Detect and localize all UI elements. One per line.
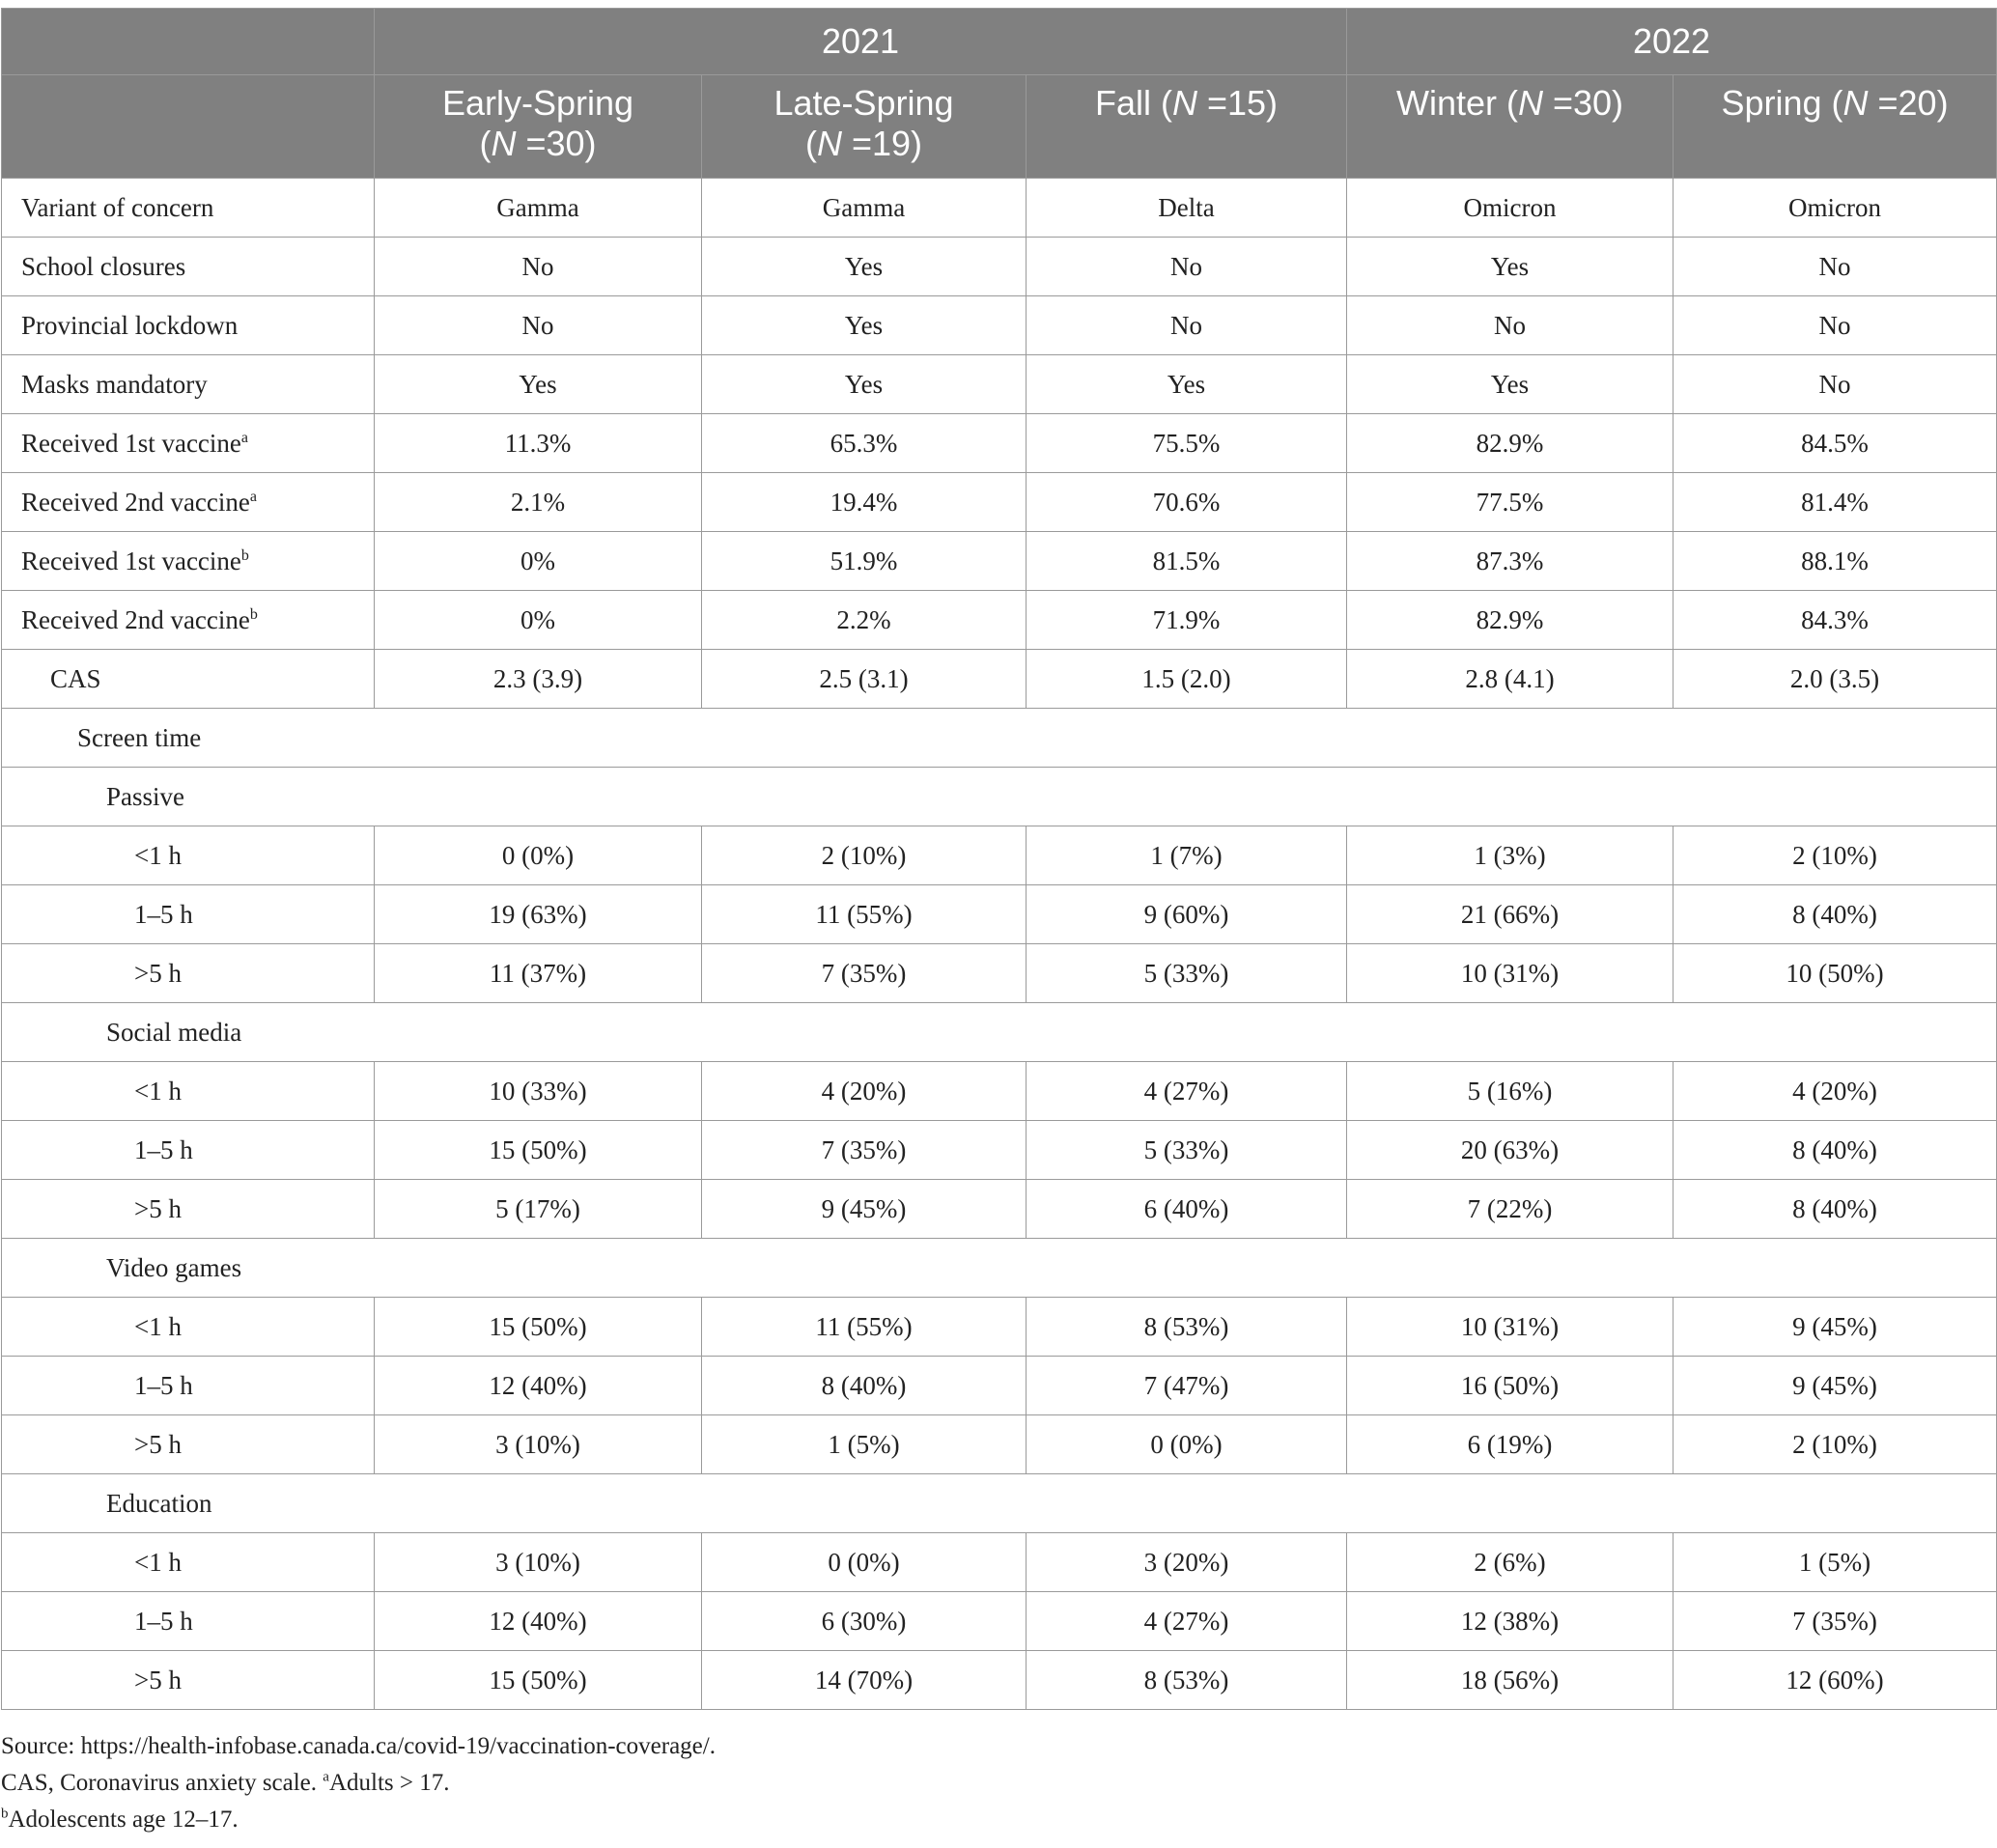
- table-row: [2, 1062, 1997, 1121]
- table-cell: 15 (50%): [375, 1298, 702, 1357]
- column-header-fall: [1027, 75, 1347, 179]
- n-label: N: [491, 124, 517, 163]
- table-body: [2, 179, 1997, 1710]
- table-footnotes: [1, 1728, 716, 1838]
- table-cell: 8 (53%): [1027, 1651, 1347, 1710]
- table-cell: 18 (56%): [1347, 1651, 1674, 1710]
- table-cell: 2.8 (4.1): [1347, 650, 1674, 709]
- table-cell: 7 (22%): [1347, 1180, 1674, 1239]
- table-cell: 11 (37%): [375, 944, 702, 1003]
- table-cell: 11.3%: [375, 414, 702, 473]
- table-cell: No: [375, 296, 702, 355]
- table-cell: 7 (35%): [1674, 1592, 1997, 1651]
- table-cell: Gamma: [702, 179, 1027, 238]
- row-label: Received 1st vaccine$^b$: [2, 532, 375, 591]
- n-label: N: [816, 124, 842, 163]
- table-cell: 11 (55%): [702, 885, 1027, 944]
- footnote-marker: b: [240, 546, 249, 564]
- n-value: =30): [1542, 83, 1624, 123]
- table-row: [2, 885, 1997, 944]
- table-cell: 20 (63%): [1347, 1121, 1674, 1180]
- footnote-marker: b: [249, 605, 258, 623]
- table-cell: 70.6%: [1027, 473, 1347, 532]
- column-header-label: Fall (: [1094, 83, 1172, 123]
- table-cell: 12 (40%): [375, 1592, 702, 1651]
- table-cell: 51.9%: [702, 532, 1027, 591]
- footnote-cas: CAS, Coronavirus anxiety scale. $^a$Adults > 17.: [1, 1769, 450, 1796]
- n-value: =15): [1196, 83, 1279, 123]
- row-label: CAS: [2, 650, 375, 709]
- table-cell: 71.9%: [1027, 591, 1347, 650]
- table-cell: 3 (10%): [375, 1533, 702, 1592]
- table-row: [2, 1121, 1997, 1180]
- table-row: [2, 1533, 1997, 1592]
- table-cell: 5 (33%): [1027, 1121, 1347, 1180]
- row-label: Social media: [2, 1003, 1997, 1062]
- n-label: N: [1171, 83, 1197, 123]
- table-cell: 19 (63%): [375, 885, 702, 944]
- table-cell: 84.5%: [1674, 414, 1997, 473]
- table-row: [2, 944, 1997, 1003]
- row-label: Masks mandatory: [2, 355, 375, 414]
- table-cell: 1 (5%): [1674, 1533, 1997, 1592]
- footnote-adolescents: $^b$Adolescents age 12–17.: [1, 1806, 239, 1833]
- table-cell: 0 (0%): [702, 1533, 1027, 1592]
- table-cell: 2.3 (3.9): [375, 650, 702, 709]
- table-row: [2, 414, 1997, 473]
- table-cell: 6 (30%): [702, 1592, 1027, 1651]
- table-cell: 0%: [375, 532, 702, 591]
- table-row: [2, 650, 1997, 709]
- table-cell: 7 (35%): [702, 944, 1027, 1003]
- row-label: <1 h: [2, 1533, 375, 1592]
- table-cell: 82.9%: [1347, 591, 1674, 650]
- row-label: Provincial lockdown: [2, 296, 375, 355]
- table-cell: Yes: [1347, 238, 1674, 296]
- table-cell: No: [1027, 238, 1347, 296]
- table-cell: 7 (35%): [702, 1121, 1027, 1180]
- table-row: [2, 591, 1997, 650]
- table-cell: 5 (16%): [1347, 1062, 1674, 1121]
- table-cell: 0%: [375, 591, 702, 650]
- table-cell: 9 (45%): [1674, 1357, 1997, 1415]
- column-header-label: Late-Spring: [773, 83, 954, 123]
- table-row: [2, 1592, 1997, 1651]
- table-row: [2, 532, 1997, 591]
- table-cell: 14 (70%): [702, 1651, 1027, 1710]
- table-cell: 4 (20%): [1674, 1062, 1997, 1121]
- table-cell: Yes: [702, 296, 1027, 355]
- table-header: [2, 9, 1997, 179]
- table-cell: 1 (3%): [1347, 826, 1674, 885]
- year-header-row: [2, 9, 1997, 75]
- year-header-2021: 2021: [375, 9, 1347, 75]
- table-cell: 81.4%: [1674, 473, 1997, 532]
- table-cell: 5 (17%): [375, 1180, 702, 1239]
- table-cell: 8 (40%): [702, 1357, 1027, 1415]
- row-label: >5 h: [2, 1180, 375, 1239]
- footnote-source: Source: https://health-infobase.canada.ca/covid-19/vaccination-coverage/.: [1, 1733, 716, 1759]
- n-value: =19): [841, 124, 923, 163]
- row-label: 1–5 h: [2, 1357, 375, 1415]
- footnote-marker: a: [249, 488, 257, 505]
- table-cell: 9 (45%): [1674, 1298, 1997, 1357]
- table-row: [2, 1415, 1997, 1474]
- table-cell: 4 (27%): [1027, 1062, 1347, 1121]
- row-label: <1 h: [2, 1062, 375, 1121]
- table-cell: 2 (6%): [1347, 1533, 1674, 1592]
- table-cell: 0 (0%): [375, 826, 702, 885]
- table-cell: 84.3%: [1674, 591, 1997, 650]
- table-cell: 9 (45%): [702, 1180, 1027, 1239]
- table-cell: 4 (27%): [1027, 1592, 1347, 1651]
- table-cell: Delta: [1027, 179, 1347, 238]
- n-label: N: [1517, 83, 1543, 123]
- table-cell: 82.9%: [1347, 414, 1674, 473]
- column-header-label: Winter (: [1395, 83, 1518, 123]
- row-label: Education: [2, 1474, 1997, 1533]
- table-cell: 2.5 (3.1): [702, 650, 1027, 709]
- table-cell: 8 (40%): [1674, 1121, 1997, 1180]
- table-cell: Omicron: [1347, 179, 1674, 238]
- table-cell: No: [375, 238, 702, 296]
- row-label: 1–5 h: [2, 1121, 375, 1180]
- table-cell: 10 (31%): [1347, 1298, 1674, 1357]
- table-cell: 81.5%: [1027, 532, 1347, 591]
- row-label: >5 h: [2, 1651, 375, 1710]
- table-cell: 11 (55%): [702, 1298, 1027, 1357]
- row-label: Received 2nd vaccine$^b$: [2, 591, 375, 650]
- row-label: 1–5 h: [2, 885, 375, 944]
- table-cell: 12 (60%): [1674, 1651, 1997, 1710]
- row-label: Received 1st vaccine$^a$: [2, 414, 375, 473]
- row-label: Screen time: [2, 709, 1997, 768]
- column-header-early-spring: Early-Spring (N =30): [375, 75, 702, 179]
- table-cell: 2 (10%): [1674, 826, 1997, 885]
- table-cell: 65.3%: [702, 414, 1027, 473]
- table-cell: 77.5%: [1347, 473, 1674, 532]
- table-cell: 3 (10%): [375, 1415, 702, 1474]
- column-header-label: Early-Spring: [441, 83, 634, 123]
- table-cell: Yes: [1027, 355, 1347, 414]
- table-cell: Yes: [702, 238, 1027, 296]
- n-label: N: [1842, 83, 1869, 123]
- section-row: [2, 1239, 1997, 1298]
- table-row: [2, 1298, 1997, 1357]
- empty-corner-cell: [2, 9, 375, 75]
- table-row: [2, 355, 1997, 414]
- table-row: [2, 179, 1997, 238]
- table-row: [2, 296, 1997, 355]
- column-header-late-spring: Late-Spring (N =19): [702, 75, 1027, 179]
- table-row: [2, 1357, 1997, 1415]
- table-row: [2, 826, 1997, 885]
- table-cell: No: [1347, 296, 1674, 355]
- table-cell: Omicron: [1674, 179, 1997, 238]
- table-cell: 10 (50%): [1674, 944, 1997, 1003]
- table-cell: No: [1027, 296, 1347, 355]
- table-row: [2, 1180, 1997, 1239]
- table-cell: 1 (5%): [702, 1415, 1027, 1474]
- table-cell: 2.1%: [375, 473, 702, 532]
- row-label: <1 h: [2, 1298, 375, 1357]
- table-cell: 9 (60%): [1027, 885, 1347, 944]
- table-cell: No: [1674, 296, 1997, 355]
- table-cell: 8 (40%): [1674, 1180, 1997, 1239]
- table-row: [2, 473, 1997, 532]
- table-cell: 4 (20%): [702, 1062, 1027, 1121]
- table-cell: 75.5%: [1027, 414, 1347, 473]
- table-cell: 8 (53%): [1027, 1298, 1347, 1357]
- row-label: Variant of concern: [2, 179, 375, 238]
- table-cell: 6 (40%): [1027, 1180, 1347, 1239]
- table-cell: 12 (38%): [1347, 1592, 1674, 1651]
- row-label: Video games: [2, 1239, 1997, 1298]
- year-header-2022: 2022: [1347, 9, 1997, 75]
- table-cell: 16 (50%): [1347, 1357, 1674, 1415]
- table-cell: 2 (10%): [702, 826, 1027, 885]
- table-row: [2, 1651, 1997, 1710]
- row-label: Received 2nd vaccine$^a$: [2, 473, 375, 532]
- table-cell: Yes: [375, 355, 702, 414]
- table-cell: 21 (66%): [1347, 885, 1674, 944]
- table-cell: No: [1674, 355, 1997, 414]
- column-header-label: Spring (: [1721, 83, 1843, 123]
- table-cell: 19.4%: [702, 473, 1027, 532]
- table-cell: 0 (0%): [1027, 1415, 1347, 1474]
- section-row: [2, 1003, 1997, 1062]
- table-cell: 1 (7%): [1027, 826, 1347, 885]
- data-table: [1, 8, 1997, 1710]
- row-label: >5 h: [2, 944, 375, 1003]
- row-label: School closures: [2, 238, 375, 296]
- column-header-winter: [1347, 75, 1674, 179]
- table-cell: 2 (10%): [1674, 1415, 1997, 1474]
- table-cell: 5 (33%): [1027, 944, 1347, 1003]
- table-cell: 15 (50%): [375, 1121, 702, 1180]
- section-row: [2, 709, 1997, 768]
- table-cell: Gamma: [375, 179, 702, 238]
- table-cell: 1.5 (2.0): [1027, 650, 1347, 709]
- section-row: [2, 768, 1997, 826]
- row-label: 1–5 h: [2, 1592, 375, 1651]
- table-cell: 8 (40%): [1674, 885, 1997, 944]
- row-label: Passive: [2, 768, 1997, 826]
- period-header-row: [2, 75, 1997, 179]
- table-cell: 2.2%: [702, 591, 1027, 650]
- table-cell: 10 (33%): [375, 1062, 702, 1121]
- table-row: [2, 238, 1997, 296]
- table-cell: 7 (47%): [1027, 1357, 1347, 1415]
- table-cell: 15 (50%): [375, 1651, 702, 1710]
- table-cell: 12 (40%): [375, 1357, 702, 1415]
- section-row: [2, 1474, 1997, 1533]
- table-cell: 88.1%: [1674, 532, 1997, 591]
- table-cell: Yes: [702, 355, 1027, 414]
- table-cell: 3 (20%): [1027, 1533, 1347, 1592]
- table-cell: 2.0 (3.5): [1674, 650, 1997, 709]
- empty-label-header: [2, 75, 375, 179]
- n-value: =20): [1868, 83, 1949, 123]
- row-label: >5 h: [2, 1415, 375, 1474]
- row-label: <1 h: [2, 826, 375, 885]
- table-cell: 10 (31%): [1347, 944, 1674, 1003]
- table-cell: No: [1674, 238, 1997, 296]
- table-cell: 6 (19%): [1347, 1415, 1674, 1474]
- footnote-marker: a: [240, 429, 249, 446]
- table-cell: 87.3%: [1347, 532, 1674, 591]
- n-value: =30): [516, 124, 597, 163]
- table-cell: Yes: [1347, 355, 1674, 414]
- column-header-spring: [1674, 75, 1997, 179]
